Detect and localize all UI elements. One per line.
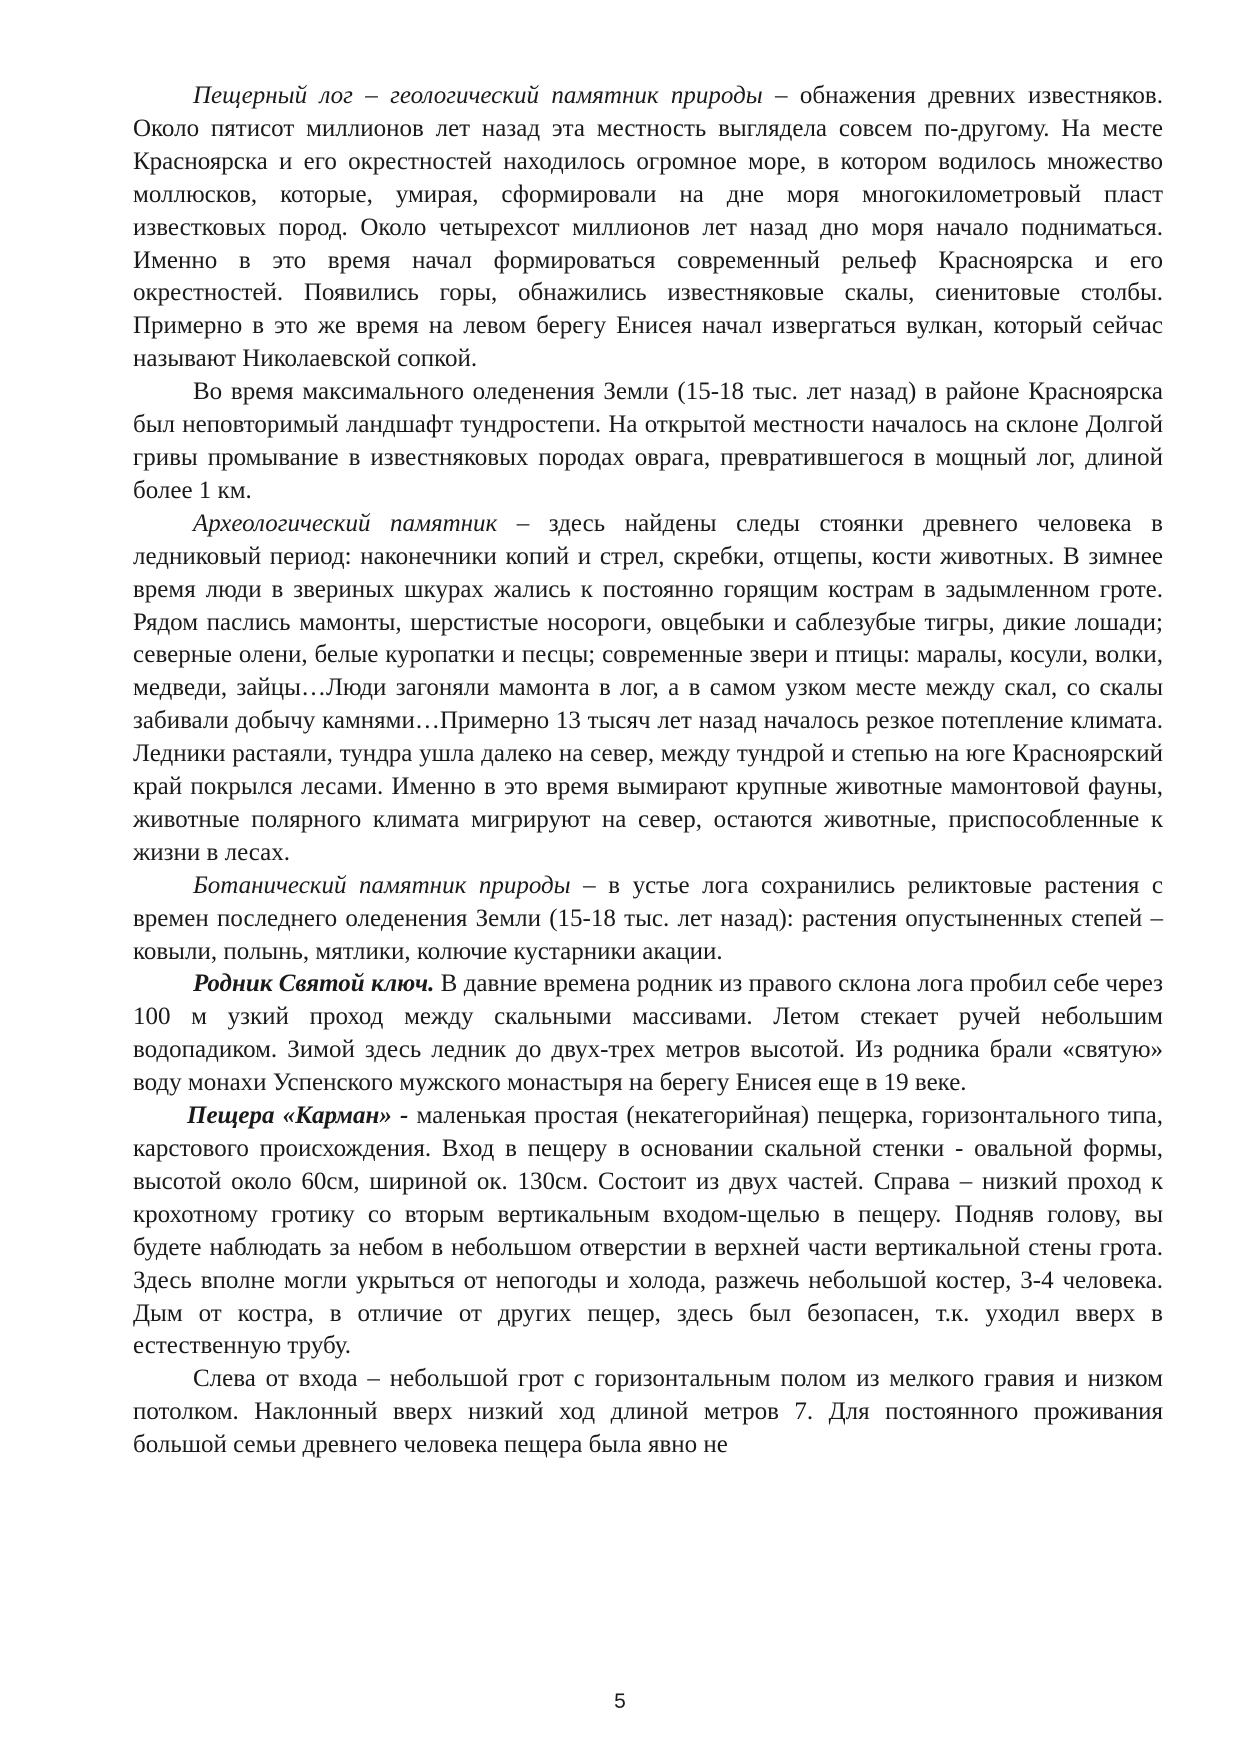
paragraph-karman-cave [133, 1100, 1163, 1363]
paragraph-archaeological [133, 508, 1163, 870]
paragraph-text: – обнажения древних известняков. Около пятисот миллионов лет назад эта местность выглядела совсем по-другому. На месте Красноярска и его окрестностей находилось огромное море, в котором водилось множество моллюсков, которые, умирая, сформировали на дне моря многокилометровый пласт известковых пород. Около четырехсот миллионов лет назад дно моря начало подниматься. Именно в это время начал формироваться современный рельеф Красноярска и его окрестностей. Появились горы, обнажились известняковые скалы, сиенитовые столбы. Примерно в это же время на левом берегу Енисея начал извергаться вулкан, который сейчас называют Николаевской сопкой. [133, 82, 1163, 373]
paragraph-lead-italic: Ботанический памятник природы [193, 871, 571, 899]
paragraph-lead-italic: Археологический памятник [193, 509, 498, 537]
paragraph-lead-bold-italic: Пещера «Карман» - [187, 1102, 409, 1130]
paragraph-text: Слева от входа – небольшой грот с горизонтальным полом из мелкого гравия и низком потолком. Наклонный вверх низкий ход длиной метров 7. Для постоянного проживания большой семьи древнего человека пещера была явно не [133, 1365, 1163, 1459]
paragraph-text: Во время максимального оледенения Земли (15-18 тыс. лет назад) в районе Красноярска был неповторимый ландшафт тундростепи. На открытой местности началось на склоне Долгой гривы промывание в известняковых породах оврага, превратившегося в мощный лог, длиной более 1 км. [133, 378, 1163, 504]
paragraph-text: В давние времена родник из правого склона лога пробил себе через 100 м узкий проход между скальными массивами. Летом стекает ручей небольшим водопадиком. Зимой здесь ледник до двух-трех метров высотой. Из родника брали «святую» воду монахи Успенского мужского монастыря на берегу Енисея еще в 19 веке. [133, 970, 1163, 1097]
paragraph-botanical [133, 870, 1163, 969]
paragraph-spring [133, 968, 1163, 1100]
paragraph-text: маленькая простая (некатегорийная) пещерка, горизонтального типа, карстового происхождения. Вход в пещеру в основании скальной стенки - овальной формы, высотой около 60см, шириной ок. 130см. Состоит из двух частей. Справа – низкий проход к крохотному гротику со вторым вертикальным входом-щелью в пещеру. Подняв голову, вы будете наблюдать за небом в небольшом отверстии в верхней части вертикальной стены грота. Здесь вполне могли укрыться от непогоды и холода, разжечь небольшой костер, 3-4 человека. Дым от костра, в отличие от других пещер, здесь был безопасен, т.к. уходил вверх в естественную трубу. [133, 1102, 1163, 1360]
paragraph-cave-log [133, 80, 1163, 376]
page-number: 5 [614, 1690, 626, 1713]
paragraph-lead-italic: Пещерный лог – геологический памятник природы [193, 82, 763, 109]
paragraph-text: – здесь найдены следы стоянки древнего человека в ледниковый период: наконечники копий и стрел, скребки, отщепы, кости животных. В зимнее время люди в звериных шкурах жались к постоянно горящим кострам в задымленном гроте. Рядом паслись мамонты, шерстистые носороги, овцебыки и саблезубые тигры, дикие лошади; северные олени, белые куропатки и песцы; современные звери и птицы: маралы, косули, волки, медведи, зайцы…Люди загоняли мамонта в лог, а в самом узком месте между скал, со скалы забивали добычу камнями…Примерно 13 тысяч лет назад началось резкое потепление климата. Ледники растаяли, тундра ушла далеко на север, между тундрой и степью на юге Красноярский край покрылся лесами. Именно в это время вымирают крупные животные мамонтовой фауны, животные полярного климата мигрируют на север, остаются животные, приспособленные к жизни в лесах. [133, 509, 1163, 866]
paragraph-lead-bold-italic: Родник Святой ключ. [193, 970, 435, 998]
paragraph-text: – в устье лога сохранились реликтовые растения с времен последнего оледенения Земли (15-18 тыс. лет назад): растения опустыненных степей – ковыли, полынь, мятлики, колючие кустарники акации. [133, 871, 1163, 965]
paragraph-glaciation [133, 376, 1163, 508]
document-body [133, 80, 1163, 1462]
paragraph-grotto [133, 1363, 1163, 1462]
